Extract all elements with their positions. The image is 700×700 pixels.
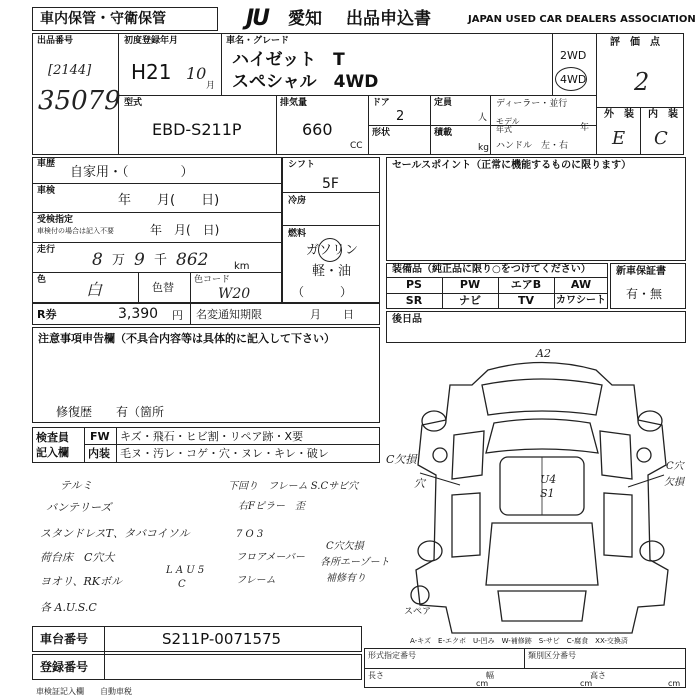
chassis-label: 車台番号 <box>40 632 89 646</box>
hand-mid-4: フレーム <box>236 575 276 586</box>
model-year-label: モデル 年式 <box>496 117 520 134</box>
interior-label: 内 装 <box>648 109 678 120</box>
car-history-value: 自家用・（ ） <box>70 165 194 180</box>
height-unit: cm <box>668 679 681 688</box>
equip-navi: ナビ <box>459 294 481 307</box>
tax-label: 車検証記入欄 <box>36 687 84 696</box>
r-ticket-label: R券 <box>37 308 57 321</box>
fuel-label: 燃料 <box>288 229 307 239</box>
inspector-label: 検査員 <box>36 431 69 444</box>
drive-4wd: 4WD <box>560 73 587 86</box>
interior-entry-label: 内装 <box>88 447 110 460</box>
disp-label: 排気量 <box>280 98 308 108</box>
equip-airbag: エアB <box>510 278 542 291</box>
diagram-s1: S1 <box>540 487 555 500</box>
model-label: 型式 <box>124 98 143 108</box>
aircon-label: 冷房 <box>288 196 307 206</box>
shift-label: シフト <box>288 160 316 170</box>
association-name: JAPAN USED CAR DEALERS ASSOCIATION <box>468 14 696 25</box>
first-reg-month: 10 <box>186 64 207 83</box>
recommend-sub: 車検付の場合は記入不要 <box>37 227 114 235</box>
later-box <box>386 311 686 343</box>
load-label: 積載 <box>434 128 453 138</box>
hand-extra-4: C穴欠損 <box>326 541 364 552</box>
sales-point-label: セールスポイント（正常に機能するものに限ります） <box>392 160 632 171</box>
diagram-u4: U4 <box>540 473 557 486</box>
equip-pw: PW <box>459 278 481 291</box>
equip-aw: AW <box>570 278 592 291</box>
first-reg-year: H21 <box>131 60 172 84</box>
capacity-label: 定員 <box>434 98 453 108</box>
recommend-label: 受検指定 <box>37 215 74 225</box>
warranty-label: 新車保証書 <box>616 266 666 277</box>
doc-title: 出品申込書 <box>346 9 431 29</box>
handle-label: ハンドル 左・右 <box>496 141 569 151</box>
hand-note-2: バンテリーズ <box>46 501 112 514</box>
recommend-value: 年 月( 日) <box>150 223 220 237</box>
equip-ps: PS <box>406 278 422 291</box>
hand-note-4: 荷台床 C穴大 <box>40 551 115 564</box>
hand-extra-2: L A U 5 <box>166 565 205 576</box>
reg-label: 登録番号 <box>40 660 89 674</box>
hand-mid-3: フロアメーバー <box>236 552 305 563</box>
name-change-label: 名変通知期限 <box>196 308 262 321</box>
equipment-label: 装備品（純正品に限り○をつけてください） <box>392 264 591 275</box>
score-label: 評 価 点 <box>610 37 660 48</box>
shift-value: 5F <box>322 176 339 192</box>
disp-value: 660 <box>302 120 333 139</box>
fuel-circle-icon <box>318 238 342 262</box>
color-value: 白 <box>86 280 103 299</box>
fw-label: FW <box>90 430 110 443</box>
length-unit: cm <box>476 679 489 688</box>
car-grade: スペシャル 4WD <box>232 72 379 92</box>
door-value: 2 <box>396 109 405 124</box>
equip-leather: カワシート <box>556 295 606 306</box>
ju-logo: JU <box>246 6 269 31</box>
month-unit: 月 <box>206 81 216 91</box>
exterior-grade: E <box>612 128 626 149</box>
mileage-rest: 862 <box>176 250 209 270</box>
shape-model-label: 形式指定番号 <box>368 651 416 660</box>
drive-2wd: 2WD <box>560 49 587 62</box>
hand-mid-2: 右Fピラー 歪 <box>238 501 305 512</box>
hand-note-3: スタンドレスT、タバコイソル <box>40 527 190 540</box>
color-change-label: 色替 <box>152 281 174 294</box>
color-code-label: 色コード <box>194 275 231 285</box>
person-unit: 人 <box>478 113 488 123</box>
r-ticket-value: 3,390 <box>118 306 159 322</box>
lot-label: 出品番号 <box>37 36 74 46</box>
first-reg-label: 初度登録年月 <box>124 36 179 46</box>
car-name-label: 車名・グレード <box>226 36 290 46</box>
class-number-label: 類別区分番号 <box>528 651 576 660</box>
spare-label: スペア <box>404 607 432 617</box>
car-name: ハイゼット T <box>232 50 345 70</box>
damage-legend: A-キズ E-エクボ U-凹み W-補修跡 S-サビ C-腐食 XX-交換済 <box>410 637 628 645</box>
lot-number: 35079 <box>38 86 121 116</box>
hand-note-5: ヨオリ、RKボル <box>40 575 122 588</box>
fuel-options-2: 軽・油 <box>312 264 352 279</box>
lot-small: [2144] <box>48 63 92 78</box>
diagram-a2: A2 <box>536 347 551 360</box>
hand-note-1: テルミ <box>60 479 93 492</box>
score-value: 2 <box>634 68 650 96</box>
mileage-sen-unit: 千 <box>154 253 168 268</box>
name-change-value: 月 日 <box>310 308 354 321</box>
tax-items: 自動車税 <box>100 687 132 696</box>
interior-items: 毛ヌ・汚レ・コゲ・穴・ヌレ・キレ・破レ <box>120 447 329 460</box>
color-code-value: W20 <box>218 286 251 302</box>
car-history-label: 車歴 <box>37 159 56 169</box>
sales-point-box <box>386 157 686 261</box>
repair-label: 修復歴 有（箇所 <box>56 405 165 419</box>
chassis-number: S211P-0071575 <box>162 630 282 648</box>
fuel-options: ガソリン <box>306 243 359 258</box>
diagram-right-note-2: 欠損 <box>664 477 684 488</box>
hand-extra-1: 7 O 3 <box>236 529 264 540</box>
mileage-label: 走行 <box>37 245 56 255</box>
interior-grade: C <box>654 128 668 149</box>
org-name: 愛知 <box>288 9 322 29</box>
diagram-left-note: C欠損 <box>386 453 417 466</box>
drive-4wd-circle-icon <box>555 67 587 91</box>
cc-unit: CC <box>350 141 363 151</box>
model-value: EBD-S211P <box>152 120 242 139</box>
kg-unit: kg <box>478 143 489 153</box>
dealer-label: ディーラー・並行 <box>496 99 568 109</box>
height-label: 高さ <box>590 671 606 680</box>
door-label: ドア <box>372 98 390 108</box>
width-label: 幅 <box>486 671 494 680</box>
hand-extra-3: C <box>178 579 186 590</box>
fw-items: キズ・飛石・ヒビ割・リペア跡・X要 <box>120 430 304 443</box>
entry-label: 記入欄 <box>36 446 69 459</box>
mileage-man-unit: 万 <box>112 253 126 268</box>
mileage-man: 8 <box>92 250 103 270</box>
equip-tv: TV <box>517 294 535 307</box>
later-label: 後日品 <box>392 314 422 325</box>
equip-sr: SR <box>405 294 423 307</box>
year-unit: 年 <box>580 123 590 133</box>
shape-label: 形状 <box>372 128 391 138</box>
diagram-right-note: C穴 <box>666 461 684 472</box>
width-unit: cm <box>580 679 593 688</box>
inspection-label: 車検 <box>37 186 56 196</box>
yen-unit: 円 <box>172 309 183 322</box>
warranty-value: 有・無 <box>626 287 663 301</box>
hand-extra-5: 各所エーゾート <box>320 557 390 568</box>
length-label: 長さ <box>368 671 384 680</box>
notice-label: 注意事項申告欄（不具合内容等は具体的に記入して下さい） <box>38 332 335 345</box>
diagram-left-note-2: 穴 <box>414 477 425 490</box>
fuel-paren: （ ） <box>292 285 353 299</box>
hand-mid-1: 下回り フレーム S.Cサビ穴 <box>228 481 359 492</box>
inspection-value: 年 月( 日) <box>118 193 220 208</box>
exterior-label: 外 装 <box>604 109 634 120</box>
hand-note-6: 各 A.U.S.C <box>40 601 97 614</box>
color-label: 色 <box>37 275 47 285</box>
hand-extra-6: 補修有り <box>326 573 366 584</box>
storage-label: 車内保管・守衛保管 <box>40 11 166 27</box>
km-unit: km <box>234 261 250 272</box>
mileage-sen: 9 <box>134 250 145 270</box>
